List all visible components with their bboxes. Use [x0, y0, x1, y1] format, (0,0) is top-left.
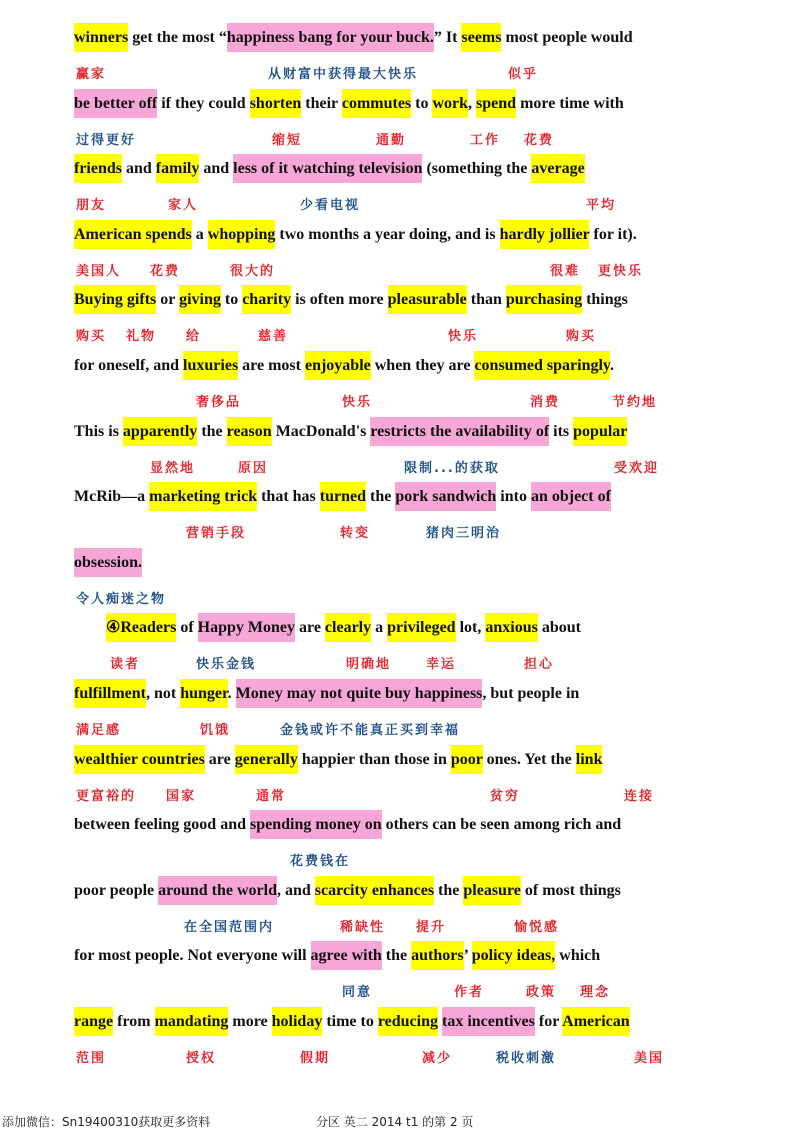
annotation-line	[0, 785, 800, 807]
annotation-line	[0, 457, 800, 479]
highlighted-phrase: be better off	[74, 89, 157, 118]
highlighted-phrase: less of it watching television	[233, 154, 422, 183]
chinese-annotation: 更富裕的	[76, 789, 137, 804]
chinese-annotation: 奢侈品	[196, 395, 242, 410]
highlighted-phrase: agree with	[311, 941, 382, 970]
text-segment: This is	[74, 423, 123, 440]
highlighted-word: pleasure	[463, 876, 520, 905]
chinese-annotation: 美国	[634, 1051, 665, 1066]
highlighted-word: reducing	[378, 1007, 438, 1036]
chinese-annotation: 花费	[524, 133, 555, 148]
highlighted-word: seems	[461, 23, 501, 52]
chinese-annotation: 授权	[186, 1051, 217, 1066]
highlighted-word: privileged	[387, 613, 455, 642]
highlighted-phrase: obsession.	[74, 548, 142, 577]
highlighted-word: range	[74, 1007, 113, 1036]
highlighted-word: shorten	[250, 89, 302, 118]
text-line	[74, 414, 780, 454]
chinese-annotation: 通常	[256, 789, 287, 804]
highlighted-word: consumed sparingly	[474, 351, 610, 380]
highlighted-word: poor	[451, 745, 483, 774]
text-segment: poor people	[74, 882, 159, 899]
text-segment: lot,	[455, 619, 486, 636]
chinese-annotation: 在全国范围内	[184, 920, 275, 935]
chinese-annotation: 营销手段	[186, 526, 247, 541]
chinese-annotation: 作者	[454, 985, 485, 1000]
highlighted-word: marketing trick	[149, 482, 257, 511]
chinese-annotation: 愉悦感	[514, 920, 560, 935]
text-segment: ’	[463, 947, 472, 964]
annotation-line	[0, 391, 800, 413]
chinese-annotation: 缩短	[272, 133, 303, 148]
chinese-annotation: 礼物	[126, 329, 157, 344]
text-segment: than	[466, 291, 506, 308]
chinese-annotation: 减少	[422, 1051, 453, 1066]
text-segment: are	[295, 619, 325, 636]
annotation-line	[0, 850, 800, 872]
text-segment: McRib—a	[74, 488, 150, 505]
text-line	[74, 348, 780, 388]
text-segment: to	[220, 291, 243, 308]
highlighted-word: policy ideas,	[472, 941, 556, 970]
highlighted-word: Buying gifts	[74, 285, 156, 314]
highlighted-word: enjoyable	[305, 351, 371, 380]
text-segment: , not	[146, 685, 181, 702]
text-line	[74, 545, 780, 585]
highlighted-word: popular	[573, 417, 627, 446]
annotation-line	[0, 719, 800, 741]
text-line	[74, 1004, 780, 1044]
text-segment: is often more	[291, 291, 388, 308]
text-segment: happier than those in	[297, 751, 451, 768]
highlighted-word: charity	[242, 285, 291, 314]
chinese-annotation: 家人	[168, 198, 199, 213]
highlighted-word: holiday	[272, 1007, 323, 1036]
chinese-annotation: 稀缺性	[340, 920, 386, 935]
text-segment: most people would	[501, 29, 633, 46]
annotation-line	[0, 916, 800, 938]
highlighted-word: friends	[74, 154, 122, 183]
text-line	[74, 873, 780, 913]
text-segment: , and	[277, 882, 315, 899]
highlighted-phrase: tax incentives	[442, 1007, 535, 1036]
chinese-annotation: 读者	[110, 657, 141, 672]
highlighted-word: hardly jollier	[500, 220, 590, 249]
text-segment: for	[534, 1013, 563, 1030]
text-segment: others can be seen among rich and	[381, 816, 622, 833]
highlighted-word: American spends	[74, 220, 192, 249]
annotation-line	[0, 522, 800, 544]
text-segment: the	[197, 423, 227, 440]
text-line	[106, 610, 780, 650]
text-segment: that has	[257, 488, 320, 505]
highlighted-word: hunger	[180, 679, 227, 708]
chinese-annotation: 似乎	[508, 67, 539, 82]
chinese-annotation: 饥饿	[200, 723, 231, 738]
chinese-annotation: 很难	[550, 264, 581, 279]
text-segment: and	[199, 160, 234, 177]
text-line	[74, 151, 780, 191]
text-line	[74, 217, 780, 257]
text-segment: of most things	[520, 882, 621, 899]
highlighted-word: giving	[179, 285, 221, 314]
chinese-annotation: 赢家	[76, 67, 107, 82]
highlighted-word: spend	[476, 89, 516, 118]
highlighted-word: ④Readers	[106, 613, 176, 642]
chinese-annotation: 转变	[340, 526, 371, 541]
text-line	[74, 742, 780, 782]
text-line	[74, 938, 780, 978]
annotation-line	[0, 63, 800, 85]
text-segment: for most people. Not everyone will	[74, 947, 311, 964]
text-line	[74, 676, 780, 716]
annotation-line	[0, 1047, 800, 1069]
highlighted-word: anxious	[485, 613, 537, 642]
text-segment: the	[434, 882, 464, 899]
text-segment: things	[582, 291, 628, 308]
chinese-annotation: 更快乐	[598, 264, 644, 279]
text-line	[74, 86, 780, 126]
highlighted-word: reason	[227, 417, 272, 446]
highlighted-word: whopping	[208, 220, 276, 249]
text-segment: for it).	[589, 226, 637, 243]
text-segment: into	[496, 488, 531, 505]
text-segment: ones. Yet the	[482, 751, 576, 768]
text-segment: for oneself, and	[74, 357, 184, 374]
annotation-line	[0, 653, 800, 675]
chinese-annotation: 快乐	[448, 329, 479, 344]
text-segment: .	[610, 357, 615, 374]
text-segment: (something the	[422, 160, 532, 177]
chinese-annotation: 显然地	[150, 461, 196, 476]
text-segment: more	[228, 1013, 272, 1030]
highlighted-phrase: an object of	[531, 482, 611, 511]
text-segment: when they are	[370, 357, 475, 374]
highlighted-phrase: spending money on	[250, 810, 382, 839]
text-line	[74, 282, 780, 322]
text-segment: .	[227, 685, 236, 702]
highlighted-word: link	[576, 745, 603, 774]
chinese-annotation: 通勤	[376, 133, 407, 148]
text-segment: their	[301, 95, 342, 112]
text-segment: a	[191, 226, 208, 243]
chinese-annotation: 很大的	[230, 264, 276, 279]
annotation-line	[0, 325, 800, 347]
text-segment: about	[537, 619, 581, 636]
footer-page-label: 分区 英二 2014 t1 的第 2 页	[316, 1115, 474, 1129]
highlighted-phrase: Money may not quite buy happiness	[236, 679, 483, 708]
chinese-annotation: 范围	[76, 1051, 107, 1066]
highlighted-word: commutes	[342, 89, 411, 118]
footer-wechat-note: 添加微信：Sn19400310获取更多资料	[2, 1115, 211, 1129]
chinese-annotation: 同意	[342, 985, 373, 1000]
chinese-annotation: 购买	[76, 329, 107, 344]
annotation-line	[0, 260, 800, 282]
highlighted-phrase: pork sandwich	[395, 482, 496, 511]
text-segment: which	[555, 947, 601, 964]
chinese-annotation: 贫穷	[490, 789, 521, 804]
highlighted-word: average	[531, 154, 584, 183]
chinese-annotation: 令人痴迷之物	[76, 592, 167, 607]
text-segment: if they could	[157, 95, 250, 112]
annotation-line	[0, 129, 800, 151]
chinese-annotation: 满足感	[76, 723, 122, 738]
highlighted-word: American	[562, 1007, 630, 1036]
text-line	[74, 479, 780, 519]
chinese-annotation: 花费钱在	[290, 854, 351, 869]
highlighted-word: mandating	[155, 1007, 229, 1036]
text-segment: two months a year doing, and is	[275, 226, 500, 243]
highlighted-phrase: restricts the availability of	[370, 417, 549, 446]
chinese-annotation: 消费	[530, 395, 561, 410]
highlighted-word: fulfillment	[74, 679, 146, 708]
chinese-annotation: 少看电视	[300, 198, 361, 213]
highlighted-phrase: around the world	[158, 876, 277, 905]
highlighted-word: turned	[320, 482, 366, 511]
chinese-annotation: 慈善	[258, 329, 289, 344]
text-segment: the	[381, 947, 412, 964]
text-segment: or	[156, 291, 180, 308]
chinese-annotation: 受欢迎	[614, 461, 660, 476]
text-segment: time to	[322, 1013, 378, 1030]
text-segment: are	[204, 751, 235, 768]
chinese-annotation: 节约地	[612, 395, 658, 410]
chinese-annotation: 提升	[416, 920, 447, 935]
chinese-annotation: 国家	[166, 789, 197, 804]
chinese-annotation: 工作	[470, 133, 501, 148]
chinese-annotation: 购买	[566, 329, 597, 344]
annotation-line	[0, 981, 800, 1003]
highlighted-word: purchasing	[506, 285, 582, 314]
text-segment: a	[371, 619, 388, 636]
text-segment: , but people in	[482, 685, 580, 702]
chinese-annotation: 连接	[624, 789, 655, 804]
text-segment: from	[113, 1013, 155, 1030]
text-segment: to	[411, 95, 433, 112]
text-line	[74, 20, 780, 60]
highlighted-word: luxuries	[183, 351, 238, 380]
chinese-annotation: 过得更好	[76, 133, 137, 148]
highlighted-phrase: happiness bang for your buck.	[227, 23, 434, 52]
chinese-annotation: 限制...的获取	[404, 461, 500, 476]
annotation-line	[0, 588, 800, 610]
annotation-line	[0, 194, 800, 216]
chinese-annotation: 快乐金钱	[196, 657, 257, 672]
text-segment: ” It	[433, 29, 462, 46]
highlighted-word: apparently	[123, 417, 197, 446]
chinese-annotation: 幸运	[426, 657, 457, 672]
chinese-annotation: 猪肉三明治	[426, 526, 502, 541]
chinese-annotation: 朋友	[76, 198, 107, 213]
chinese-annotation: 假期	[300, 1051, 331, 1066]
chinese-annotation: 担心	[524, 657, 555, 672]
highlighted-word: pleasurable	[388, 285, 467, 314]
text-segment: the	[366, 488, 396, 505]
chinese-annotation: 税收刺激	[496, 1051, 557, 1066]
highlighted-word: authors	[411, 941, 463, 970]
highlighted-word: wealthier countries	[74, 745, 205, 774]
chinese-annotation: 金钱或许不能真正买到幸福	[280, 723, 461, 738]
chinese-annotation: 花费	[150, 264, 181, 279]
text-segment: MacDonald's	[271, 423, 371, 440]
highlighted-word: generally	[235, 745, 298, 774]
chinese-annotation: 美国人	[76, 264, 122, 279]
chinese-annotation: 平均	[586, 198, 617, 213]
highlighted-word: family	[156, 154, 200, 183]
highlighted-phrase: Happy Money	[198, 613, 295, 642]
chinese-annotation: 快乐	[342, 395, 373, 410]
chinese-annotation: 从财富中获得最大快乐	[268, 67, 419, 82]
chinese-annotation: 给	[186, 329, 202, 344]
chinese-annotation: 明确地	[346, 657, 392, 672]
text-segment: are most	[238, 357, 305, 374]
highlighted-word: clearly	[325, 613, 371, 642]
highlighted-word: scarcity enhances	[315, 876, 434, 905]
highlighted-word: work	[432, 89, 468, 118]
chinese-annotation: 政策	[526, 985, 557, 1000]
text-segment: of	[176, 619, 198, 636]
chinese-annotation: 理念	[580, 985, 611, 1000]
text-line	[74, 807, 780, 847]
text-segment: get the most “	[128, 29, 227, 46]
text-segment: ,	[468, 95, 477, 112]
chinese-annotation: 原因	[238, 461, 269, 476]
text-segment: more time with	[516, 95, 624, 112]
highlighted-word: winners	[74, 23, 128, 52]
text-segment: and	[122, 160, 156, 177]
text-segment: between feeling good and	[74, 816, 250, 833]
text-segment: its	[549, 423, 574, 440]
